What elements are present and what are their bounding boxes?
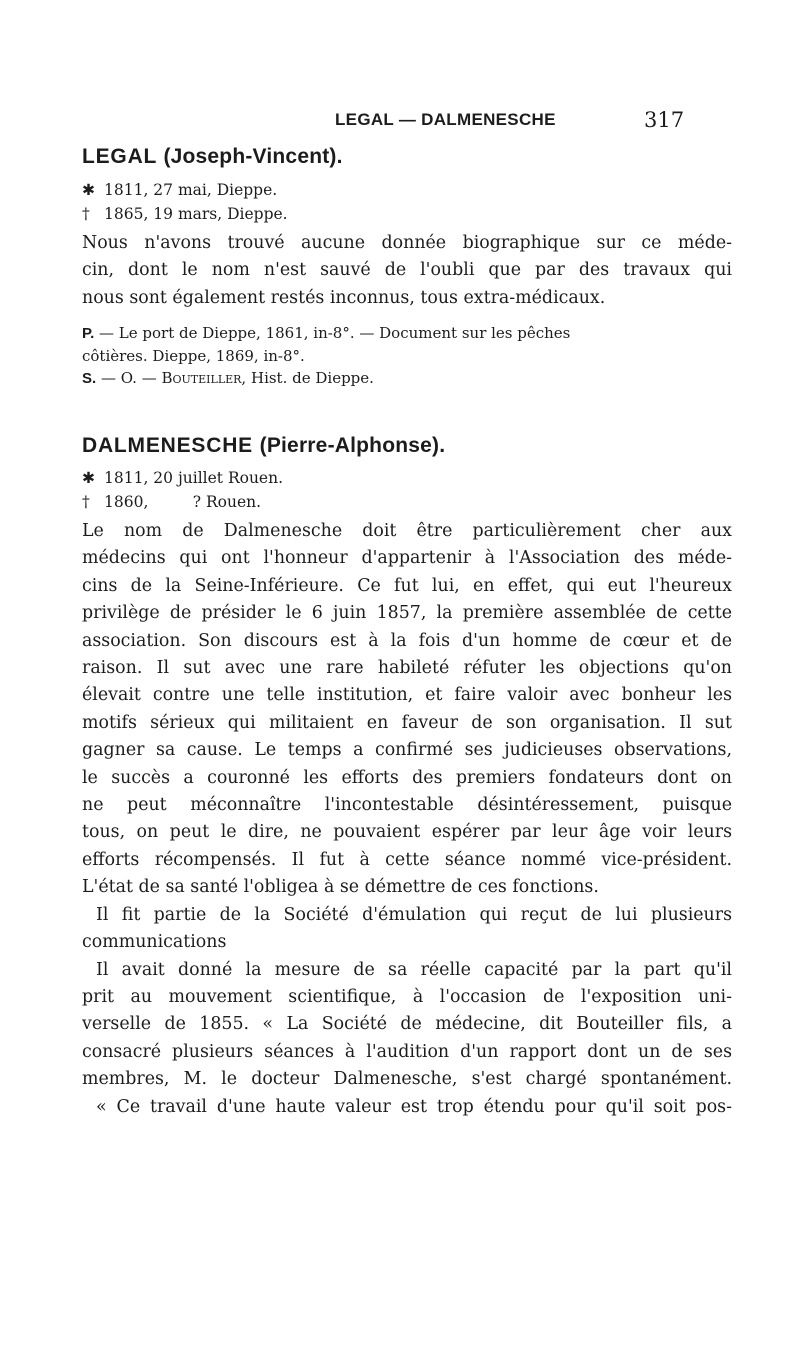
death-line [82,202,732,226]
body-line: « Ce travail d'une haute valeur est trop étendu pour qu'il soit pos- [96,1096,732,1117]
birth-line [82,178,732,202]
running-title: LEGAL — DALMENESCHE [335,110,556,129]
death-text: 1860, ? Rouen. [104,493,262,511]
entry-dalmenesche [82,434,732,1121]
entry-legal [82,145,732,390]
ref-sources [82,367,732,390]
entry-given-names: (Joseph-Vincent). [163,145,343,168]
body-line: tous, on peut le dire, ne pouvaient espérer par leur âge voir leurs [82,822,732,843]
entry-heading [82,434,732,458]
body-line: raison. Il sut avec une rare habileté réfuter les objections qu'on [82,658,732,679]
ref-s-author: Bouteiller, [161,369,247,388]
running-head [0,108,800,138]
body-line: élevait contre une telle institution, et faire valoir avec bonheur les [82,685,732,706]
body-line: membres, M. le docteur Dalmenesche, s'est chargé spontanément. [82,1069,732,1090]
body-line: communications [82,932,227,953]
body-line: privilège de présider le 6 juin 1857, la première assemblée de cette [82,603,732,624]
paragraph [82,902,732,957]
ref-s-prefix: — O. — [100,369,157,388]
entry-heading [82,145,732,169]
birth-star-icon: ✱ [82,181,95,199]
page-number: 317 [644,108,685,132]
death-line [82,490,732,514]
ref-s-rest: Hist. de Dieppe. [250,369,374,388]
body-line: cin, dont le nom n'est sauvé de l'oubli que par des travaux qui [82,260,732,281]
entry-surname: DALMENESCHE [82,434,253,457]
body-line: Il avait donné la mesure de sa réelle capacité par la part qu'il [96,959,732,980]
body-line: le succès a couronné les efforts des premiers fondateurs dont on [82,767,732,788]
birth-star-icon: ✱ [82,469,95,487]
ref-publications [82,322,732,367]
ref-p-line: côtières. Dieppe, 1869, in-8°. [82,347,305,366]
body-line: Le nom de Dalmenesche doit être particulièrement cher aux [82,521,732,541]
death-text: 1865, 19 mars, Dieppe. [104,205,288,223]
entry-surname: LEGAL [82,145,157,168]
body-line: consacré plusieurs séances à l'audition d'un rapport dont un de ses [82,1041,732,1062]
body-line: L'état de sa santé l'obligea à se démettre de ces fonctions. [82,877,599,898]
ref-p-line: — Le port de Dieppe, 1861, in-8°. — Document sur les pêches [99,324,571,343]
entry-body [82,230,732,312]
body-line: prit au mouvement scientifique, à l'occasion de l'exposition uni- [82,986,732,1007]
body-line: efforts récompensés. Il fut à cette séance nommé vice-président. [82,849,732,870]
body-line: association. Son discours est à la fois d'un homme de cœur et de [82,630,732,651]
body-line: nous sont également restés inconnus, tous extra-médicaux. [82,287,606,308]
body-line: motifs sérieux qui militaient en faveur de son organisation. Il sut [82,712,732,733]
death-dagger-icon: † [82,205,90,223]
paragraph [82,518,732,902]
body-line: verselle de 1855. « La Société de médecine, dit Bouteiller fils, a [82,1014,732,1035]
death-dagger-icon: † [82,493,90,511]
body-line: Nous n'avons trouvé aucune donnée biographique sur ce méde- [82,233,732,253]
ref-s-label: S. [82,370,97,388]
paragraph [82,957,732,1121]
ref-p-label: P. [82,325,95,343]
entry-given-names: (Pierre-Alphonse). [259,434,446,457]
body-line: gagner sa cause. Le temps a confirmé ses judicieuses observations, [82,740,732,761]
birth-line [82,466,732,490]
body-line: Il fit partie de la Société d'émulation qui reçut de lui plusieurs [96,904,732,925]
body-line: médecins qui ont l'honneur d'appartenir à l'Association des méde- [82,548,732,569]
body-line: ne peut méconnaître l'incontestable désintéressement, puisque [82,795,732,816]
birth-text: 1811, 20 juillet Rouen. [104,469,284,487]
birth-text: 1811, 27 mai, Dieppe. [104,181,278,199]
body-line: cins de la Seine-Inférieure. Ce fut lui, en effet, qui eut l'heureux [82,575,732,596]
